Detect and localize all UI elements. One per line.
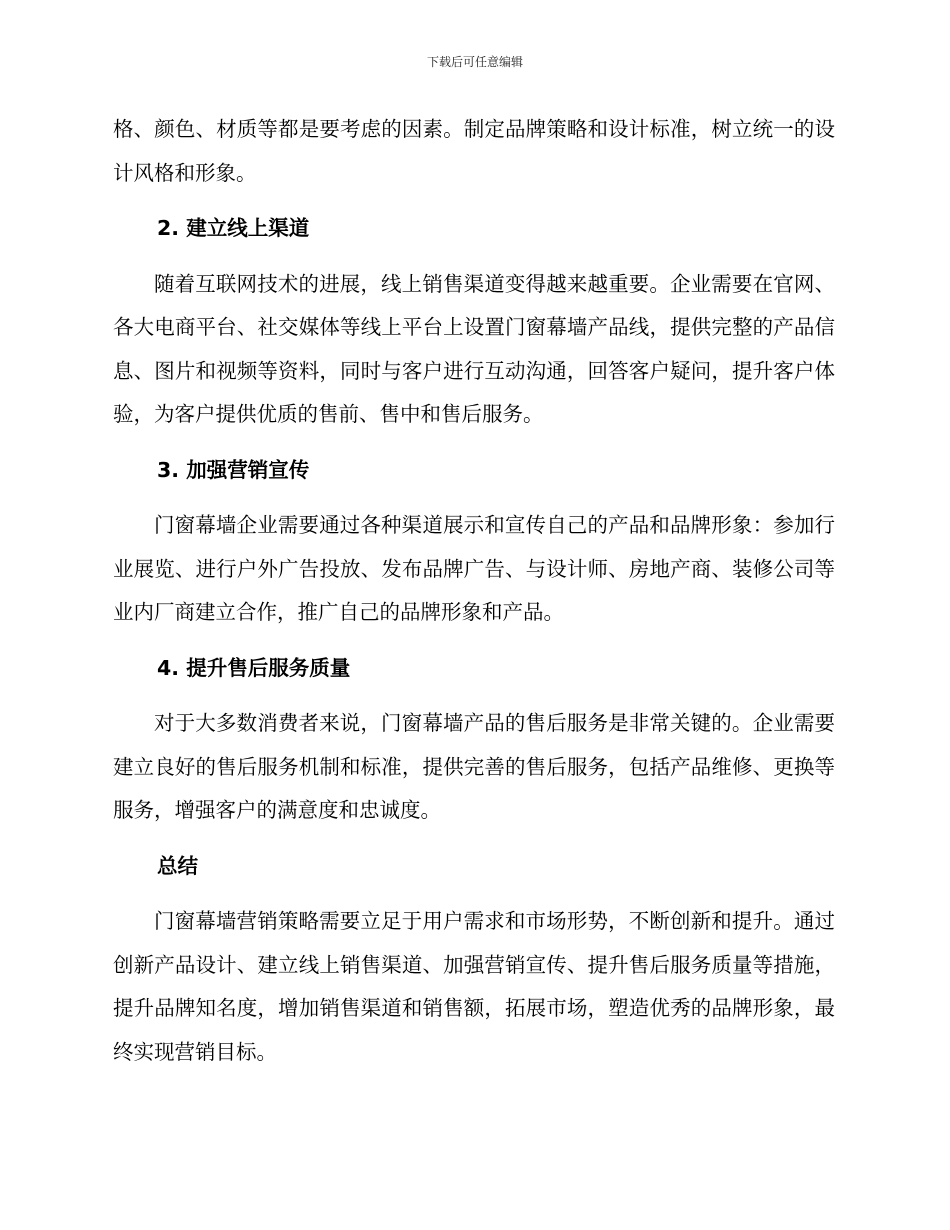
paragraph-online-channels: 随着互联网技术的进展，线上销售渠道变得越来越重要。企业需要在官网、各大电商平台、社交媒体等线上平台上设置门窗幕墙产品线，提供完整的产品信息、图片和视频等资料，同时与客户进行互动沟通，回答客户疑问，提升客户体验，为客户提供优质的售前、售中和售后服务。 [113,271,835,426]
page-header: 下载后可任意编辑 [426,55,523,69]
section-heading-online-channels: 2. 建立线上渠道 [157,216,310,240]
paragraph-continued: 格、颜色、材质等都是要考虑的因素。制定品牌策略和设计标准，树立统一的设计风格和形象。 [113,117,835,185]
section-heading-summary: 总结 [157,853,198,878]
paragraph-marketing: 门窗幕墙企业需要通过各种渠道展示和宣传自己的产品和品牌形象：参加行业展览、进行户外广告投放、发布品牌广告、与设计师、房地产商、装修公司等业内厂商建立合作，推广自己的品牌形象和产品。 [113,513,835,624]
paragraph-summary: 门窗幕墙营销策略需要立足于用户需求和市场形势，不断创新和提升。通过创新产品设计、建立线上销售渠道、加强营销宣传、提升售后服务质量等措施，提升品牌知名度，增加销售渠道和销售额，拓展市场，塑造优秀的品牌形象，最终实现营销目标。 [113,909,835,1064]
document-body [113,108,835,1074]
paragraph-after-sales: 对于大多数消费者来说，门窗幕墙产品的售后服务是非常关键的。企业需要建立良好的售后服务机制和标准，提供完善的售后服务，包括产品维修、更换等服务，增强客户的满意度和忠诚度。 [113,711,835,822]
section-heading-after-sales: 4. 提升售后服务质量 [157,655,351,680]
section-heading-marketing: 3. 加强营销宣传 [157,457,310,482]
